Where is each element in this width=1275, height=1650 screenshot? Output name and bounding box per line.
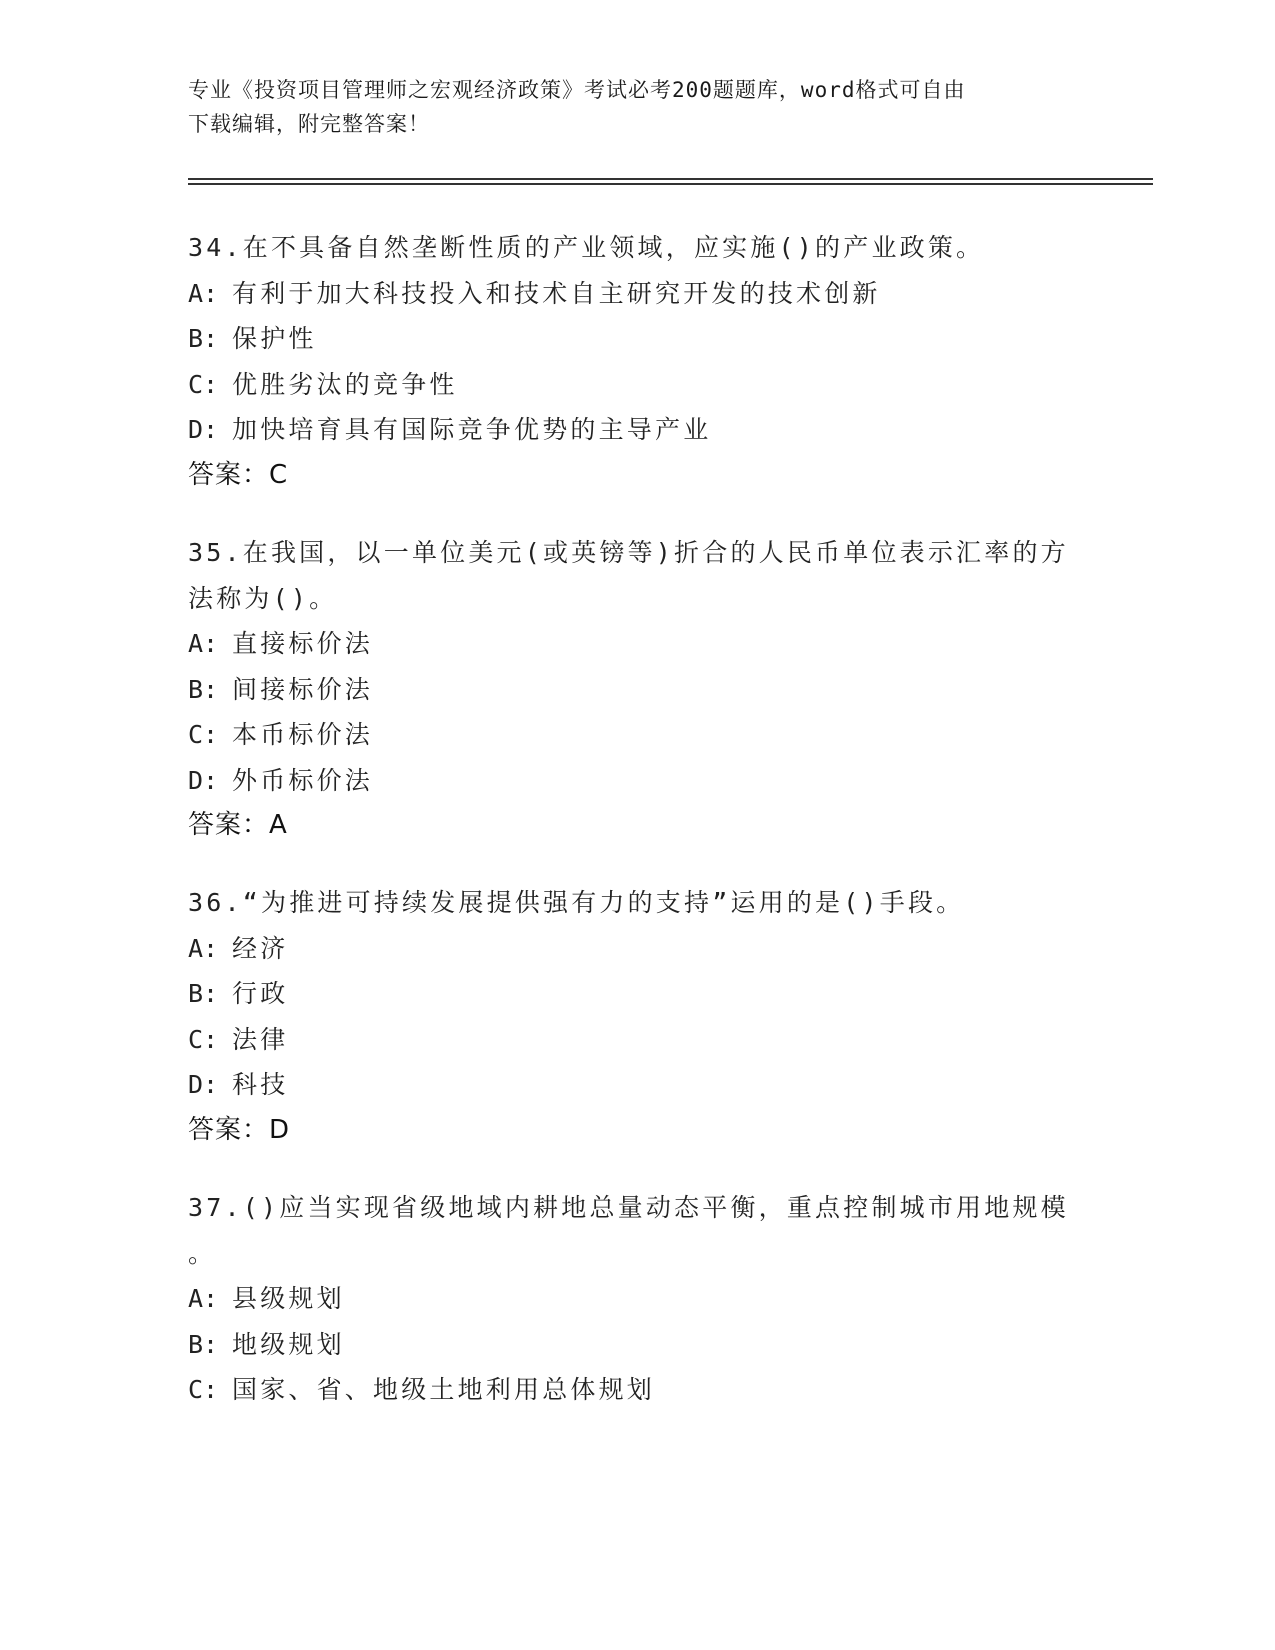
question-34 xyxy=(188,225,1088,498)
option-label: A: xyxy=(188,278,219,308)
option-c xyxy=(188,362,1088,408)
option-a xyxy=(188,271,1088,317)
option-c xyxy=(188,1367,1088,1413)
option-a xyxy=(188,1276,1088,1322)
option-d xyxy=(188,1062,1088,1108)
option-label: B: xyxy=(188,979,219,1008)
header-divider-bottom xyxy=(188,183,1153,185)
option-a xyxy=(188,621,1088,667)
option-text: 直接标价法 xyxy=(232,629,374,658)
option-text: 行政 xyxy=(232,979,289,1008)
question-stem-continued: 法称为()。 xyxy=(188,583,338,613)
question-37 xyxy=(188,1185,1088,1413)
option-label: A: xyxy=(188,629,219,658)
option-a xyxy=(188,926,1088,972)
option-text: 保护性 xyxy=(232,324,317,353)
option-c xyxy=(188,1017,1088,1063)
option-label: C: xyxy=(188,720,219,749)
question-35 xyxy=(188,530,1088,849)
question-stem: 36.“为推进可持续发展提供强有力的支持”运用的是()手段。 xyxy=(188,888,965,917)
option-label: D: xyxy=(188,765,219,795)
option-text: 国家、省、地级土地利用总体规划 xyxy=(232,1375,656,1404)
answer: 答案：A xyxy=(188,810,288,840)
option-label: B: xyxy=(188,674,219,704)
option-d xyxy=(188,407,1088,453)
header-line-1: 专业《投资项目管理师之宏观经济政策》考试必考200题题库，word格式可自由 xyxy=(188,78,966,102)
option-text: 外币标价法 xyxy=(232,765,374,795)
option-b xyxy=(188,1322,1088,1368)
question-stem: 35.在我国，以一单位美元(或英镑等)折合的人民币单位表示汇率的方 xyxy=(188,538,1069,567)
option-text: 加快培育具有国际竞争优势的主导产业 xyxy=(232,415,712,444)
answer: 答案：C xyxy=(188,459,289,490)
question-stem: 37.()应当实现省级地域内耕地总量动态平衡，重点控制城市用地规模 xyxy=(188,1193,1069,1222)
option-label: C: xyxy=(188,1375,219,1404)
option-label: B: xyxy=(188,324,219,353)
option-label: A: xyxy=(188,933,219,963)
option-label: C: xyxy=(188,369,219,399)
option-b xyxy=(188,971,1088,1017)
option-label: A: xyxy=(188,1284,219,1313)
option-d xyxy=(188,758,1088,804)
question-36 xyxy=(188,880,1088,1153)
header-divider-top xyxy=(188,178,1153,180)
option-label: B: xyxy=(188,1329,219,1359)
question-stem: 34.在不具备自然垄断性质的产业领域，应实施()的产业政策。 xyxy=(188,233,985,262)
option-text: 本币标价法 xyxy=(232,720,374,749)
option-text: 经济 xyxy=(232,933,289,963)
option-text: 地级规划 xyxy=(232,1329,345,1359)
option-b xyxy=(188,667,1088,713)
answer: 答案：D xyxy=(188,1114,291,1145)
option-text: 优胜劣汰的竞争性 xyxy=(232,369,458,399)
option-text: 法律 xyxy=(232,1024,289,1054)
option-text: 科技 xyxy=(232,1070,289,1099)
option-label: D: xyxy=(188,1070,219,1099)
header-line-2: 下载编辑，附完整答案！ xyxy=(188,112,430,136)
option-label: D: xyxy=(188,415,219,444)
option-text: 有利于加大科技投入和技术自主研究开发的技术创新 xyxy=(232,278,881,308)
document-header xyxy=(188,73,1068,141)
option-text: 县级规划 xyxy=(232,1284,345,1313)
option-b xyxy=(188,316,1088,362)
option-c xyxy=(188,712,1088,758)
question-stem-continued: 。 xyxy=(188,1238,217,1268)
option-label: C: xyxy=(188,1024,219,1054)
option-text: 间接标价法 xyxy=(232,674,374,704)
